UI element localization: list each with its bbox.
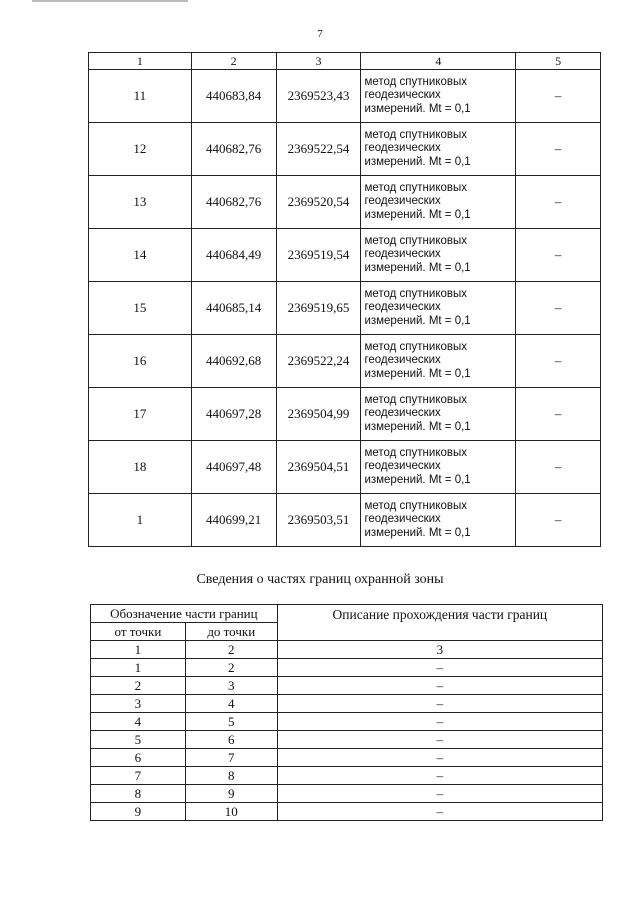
boundary-description: – (277, 767, 602, 785)
method-cell (361, 229, 516, 282)
y-coordinate: 2369504,99 (276, 388, 361, 441)
method-line: геодезических (364, 142, 441, 155)
point-number: 18 (89, 441, 192, 494)
method-line: геодезических (364, 513, 441, 526)
method-line: геодезических (364, 195, 441, 208)
point-number: 12 (89, 123, 192, 176)
method-cell (361, 123, 516, 176)
from-point: 2 (91, 677, 186, 695)
x-coordinate: 440697,28 (191, 388, 276, 441)
page-number: 7 (317, 28, 323, 40)
column-header: 2 (191, 53, 276, 70)
method-line: метод спутниковых (364, 446, 467, 459)
method-cell (361, 282, 516, 335)
table-row (91, 767, 603, 785)
y-coordinate: 2369523,43 (276, 70, 361, 123)
to-point: 3 (185, 677, 277, 695)
method-line: измерений. Mt = 0,1 (364, 473, 471, 486)
dash-cell: – (516, 70, 601, 123)
boundary-description: – (277, 695, 602, 713)
y-coordinate: 2369503,51 (276, 494, 361, 547)
table-row (89, 388, 601, 441)
table-row (89, 335, 601, 388)
from-point: 9 (91, 803, 186, 821)
from-point: 6 (91, 749, 186, 767)
to-point-header: до точки (185, 623, 277, 641)
from-point: 5 (91, 731, 186, 749)
x-coordinate: 440692,68 (191, 335, 276, 388)
point-number: 14 (89, 229, 192, 282)
dash-cell: – (516, 494, 601, 547)
point-number: 13 (89, 176, 192, 229)
from-point: 7 (91, 767, 186, 785)
method-line: измерений. Mt = 0,1 (364, 155, 471, 168)
table-header-row (89, 53, 601, 70)
y-coordinate: 2369519,54 (276, 229, 361, 282)
y-coordinate: 2369522,24 (276, 335, 361, 388)
method-cell (361, 494, 516, 547)
boundary-description: – (277, 659, 602, 677)
group-header-row (91, 605, 603, 623)
from-point: 1 (91, 659, 186, 677)
x-coordinate: 440683,84 (191, 70, 276, 123)
point-number: 15 (89, 282, 192, 335)
y-coordinate: 2369519,65 (276, 282, 361, 335)
table-row (89, 282, 601, 335)
to-point: 2 (185, 659, 277, 677)
method-line: измерений. Mt = 0,1 (364, 102, 471, 115)
method-line: измерений. Mt = 0,1 (364, 261, 471, 274)
column-number-row (91, 641, 603, 659)
table-row (91, 695, 603, 713)
table-row (91, 713, 603, 731)
from-point-header: от точки (91, 623, 186, 641)
column-header: 3 (276, 53, 361, 70)
boundary-description: – (277, 731, 602, 749)
y-coordinate: 2369520,54 (276, 176, 361, 229)
y-coordinate: 2369522,54 (276, 123, 361, 176)
to-point: 4 (185, 695, 277, 713)
method-line: метод спутниковых (364, 340, 467, 353)
description-header: Описание прохождения части границ (277, 605, 602, 641)
dash-cell: – (516, 229, 601, 282)
table-row (89, 494, 601, 547)
table-row (91, 677, 603, 695)
column-number: 2 (185, 641, 277, 659)
method-line: геодезических (364, 301, 441, 314)
boundary-parts-table (90, 604, 603, 821)
dash-cell: – (516, 388, 601, 441)
boundary-description: – (277, 785, 602, 803)
method-line: измерений. Mt = 0,1 (364, 367, 471, 380)
boundary-description: – (277, 677, 602, 695)
column-header: 4 (361, 53, 516, 70)
method-line: метод спутниковых (364, 234, 467, 247)
dash-cell: – (516, 282, 601, 335)
method-line: измерений. Mt = 0,1 (364, 314, 471, 327)
table-row (89, 123, 601, 176)
to-point: 6 (185, 731, 277, 749)
method-line: измерений. Mt = 0,1 (364, 526, 471, 539)
column-number: 3 (277, 641, 602, 659)
x-coordinate: 440685,14 (191, 282, 276, 335)
method-cell (361, 388, 516, 441)
method-line: метод спутниковых (364, 128, 467, 141)
method-line: измерений. Mt = 0,1 (364, 208, 471, 221)
method-line: метод спутниковых (364, 393, 467, 406)
boundary-description: – (277, 749, 602, 767)
method-line: метод спутниковых (364, 181, 467, 194)
table-row (91, 803, 603, 821)
method-line: измерений. Mt = 0,1 (364, 420, 471, 433)
from-point: 3 (91, 695, 186, 713)
method-cell (361, 441, 516, 494)
method-cell (361, 176, 516, 229)
dash-cell: – (516, 176, 601, 229)
method-line: геодезических (364, 89, 441, 102)
boundary-description: – (277, 713, 602, 731)
to-point: 10 (185, 803, 277, 821)
method-cell (361, 335, 516, 388)
coordinates-table (88, 52, 601, 547)
point-number: 11 (89, 70, 192, 123)
top-rule (32, 0, 188, 2)
table-row (89, 70, 601, 123)
dash-cell: – (516, 441, 601, 494)
y-coordinate: 2369504,51 (276, 441, 361, 494)
x-coordinate: 440682,76 (191, 123, 276, 176)
method-line: геодезических (364, 354, 441, 367)
dash-cell: – (516, 123, 601, 176)
to-point: 9 (185, 785, 277, 803)
section-title: Сведения о частях границ охранной зоны (196, 572, 444, 587)
point-number: 16 (89, 335, 192, 388)
column-header: 5 (516, 53, 601, 70)
from-point: 4 (91, 713, 186, 731)
column-number: 1 (91, 641, 186, 659)
point-number: 17 (89, 388, 192, 441)
x-coordinate: 440697,48 (191, 441, 276, 494)
table-row (91, 659, 603, 677)
method-line: геодезических (364, 460, 441, 473)
to-point: 8 (185, 767, 277, 785)
table-row (89, 229, 601, 282)
method-line: геодезических (364, 248, 441, 261)
table-row (91, 731, 603, 749)
to-point: 7 (185, 749, 277, 767)
x-coordinate: 440684,49 (191, 229, 276, 282)
table-row (89, 441, 601, 494)
method-line: метод спутниковых (364, 287, 467, 300)
table-row (91, 785, 603, 803)
boundary-description: – (277, 803, 602, 821)
point-number: 1 (89, 494, 192, 547)
method-line: метод спутниковых (364, 75, 467, 88)
table-row (89, 176, 601, 229)
from-point: 8 (91, 785, 186, 803)
boundary-designation-header: Обозначение части границ (91, 605, 278, 623)
x-coordinate: 440699,21 (191, 494, 276, 547)
column-header: 1 (89, 53, 192, 70)
dash-cell: – (516, 335, 601, 388)
method-cell (361, 70, 516, 123)
x-coordinate: 440682,76 (191, 176, 276, 229)
to-point: 5 (185, 713, 277, 731)
method-line: метод спутниковых (364, 499, 467, 512)
method-line: геодезических (364, 407, 441, 420)
table-row (91, 749, 603, 767)
